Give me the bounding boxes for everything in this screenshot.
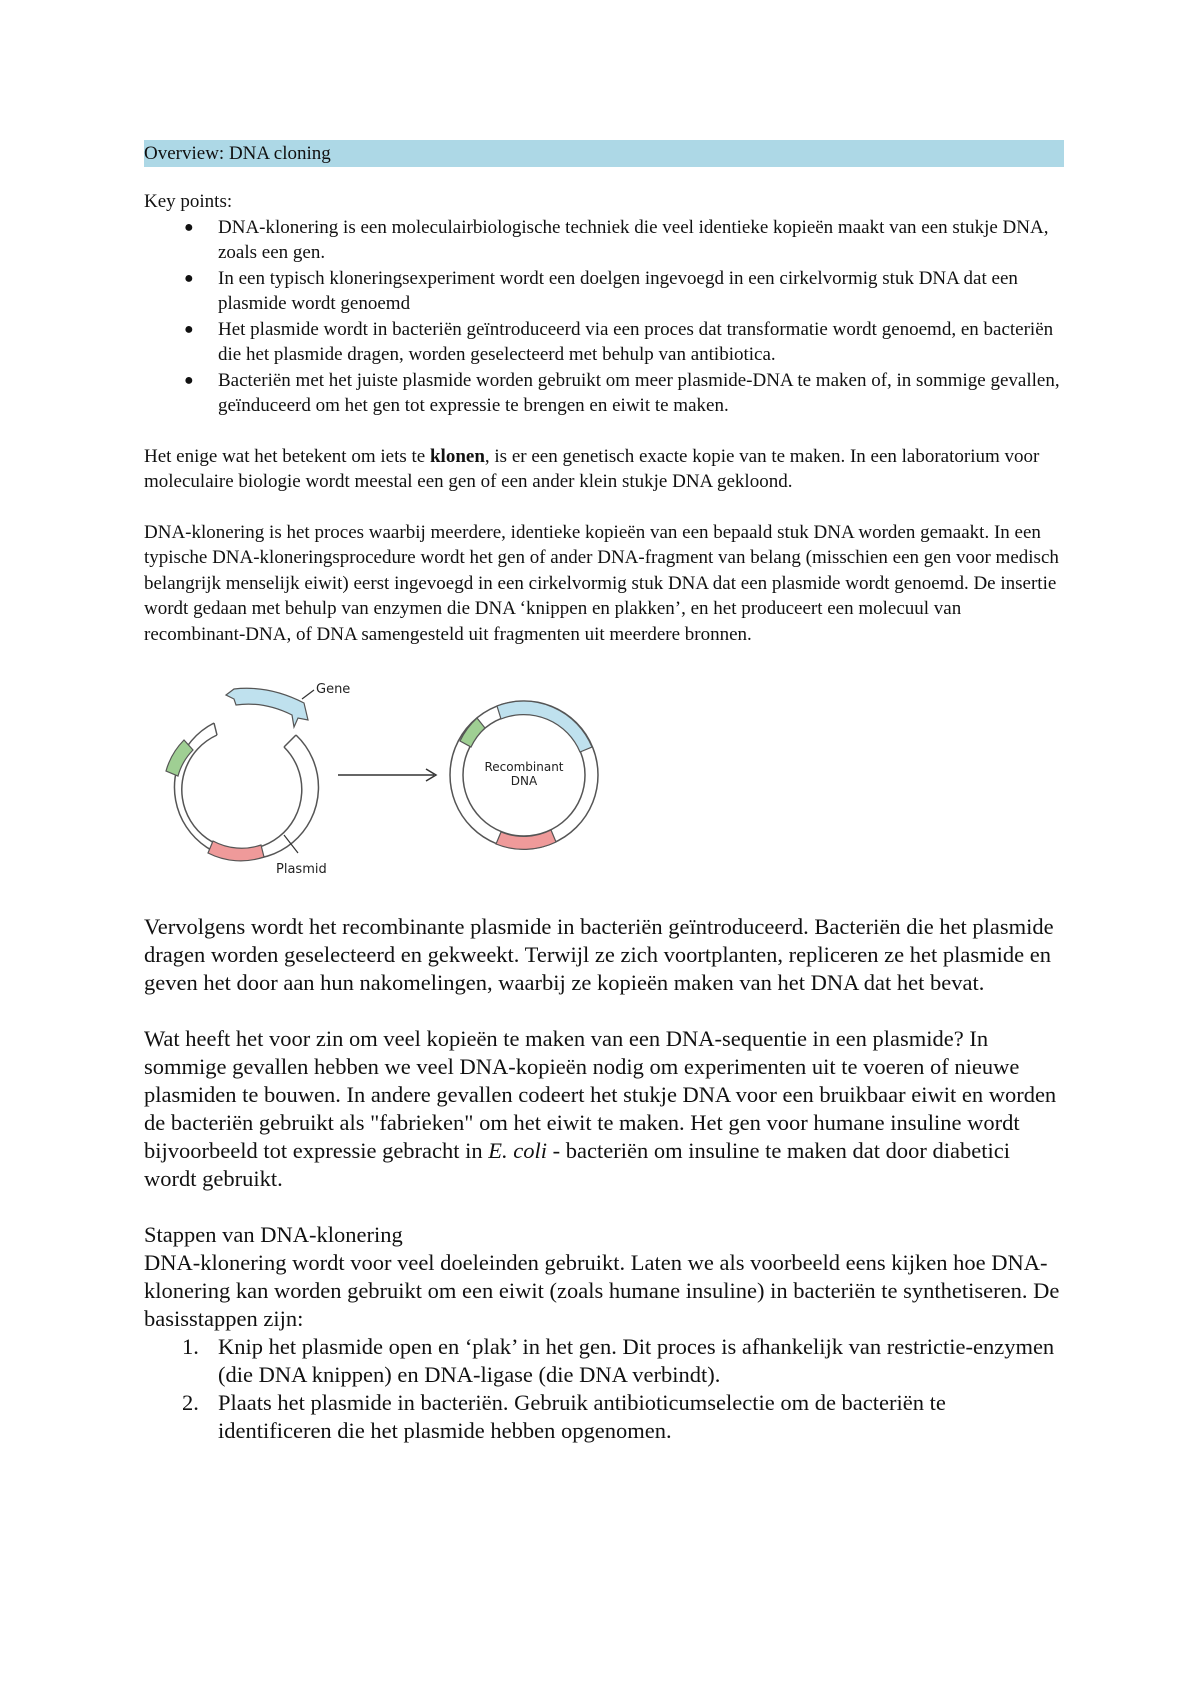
steps-intro: DNA-klonering wordt voor veel doeleinden gebruikt. Laten we als voorbeeld eens kijken hoe DNA-klonering kan worden gebruikt om een eiwit (zoals humane insuline) in bacteriën te synthetiseren. De basisstappen zijn: <box>144 1250 1060 1331</box>
plasmid-ring-inner <box>182 735 302 850</box>
paragraph-clone-definition: Het enige wat het betekent om iets te klonen, is er een genetisch exacte kopie van te maken. In een laboratorium voor moleculaire biologie wordt meestal een gen of een ander klein stukje DNA gekloond. <box>144 445 1040 492</box>
gene-label: Gene <box>316 682 351 697</box>
bullet-icon: ● <box>184 371 194 389</box>
plasmid-diagram <box>144 675 604 885</box>
plasmid-figure <box>144 675 1064 885</box>
steps-list <box>144 1333 1064 1445</box>
list-item: ● In een typisch kloneringsexperiment wordt een doelgen ingevoegd in een cirkelvormig stuk DNA dat een plasmide wordt genoemd <box>184 267 1018 314</box>
bullet-icon: ● <box>184 320 194 338</box>
document-page <box>144 140 1064 1445</box>
body-large-section <box>144 913 1064 1445</box>
plasmid-ring-outer <box>174 723 318 859</box>
red-marker-right <box>496 830 556 849</box>
paragraph-why-copies: Wat heeft het voor zin om veel kopieën te maken van een DNA-sequentie in een plasmide? In sommige gevallen hebben we veel DNA-kopieën nodig om experimenten uit te voeren of nieuwe plasmiden te bouwen. In andere gevallen codeert het stukje DNA voor een bruikbaar eiwit en worden de bacteriën gebruikt als "fabrieken" om het eiwit te maken. Het gen voor humane insuline wordt bijvoorbeeld tot expressie gebracht in E. coli - bacteriën om insuline te maken dat door diabetici wordt gebruikt. <box>144 1026 1057 1191</box>
steps-heading: Stappen van DNA-klonering <box>144 1222 403 1247</box>
list-item: ● DNA-klonering is een moleculairbiologische techniek die veel identieke kopieën maakt van een stukje DNA, zoals een gen. <box>184 216 1049 263</box>
green-marker-left <box>166 740 193 776</box>
recombinant-label-line2: DNA <box>510 774 538 788</box>
red-marker-left <box>208 841 264 861</box>
key-points-label: Key points: <box>144 191 233 212</box>
list-item: 2. Plaats het plasmide in bacteriën. Gebruik antibioticumselectie om de bacteriën te identificeren die het plasmide hebben opgenomen. <box>182 1390 946 1443</box>
bullet-icon: ● <box>184 269 194 287</box>
plasmid-label: Plasmid <box>276 862 327 877</box>
gene-pointer-line <box>302 690 314 699</box>
list-item: ● Het plasmide wordt in bacteriën geïntroduceerd via een proces dat transformatie wordt genoemd, en bacteriën die het plasmide dragen, worden geselecteerd met behulp van antibiotica. <box>184 318 1054 365</box>
open-plasmid <box>174 723 318 859</box>
paragraph-dna-cloning: DNA-klonering is het proces waarbij meerdere, identieke kopieën van een bepaald stuk DNA worden gemaakt. In een typische DNA-kloneringsprocedure wordt het gen of ander DNA-fragment van belang (misschien een gen voor medisch belangrijk menselijk eiwit) eerst ingevoegd in een cirkelvormig stuk DNA dat een plasmide wordt genoemd. De insertie wordt gedaan met behulp van enzymen die DNA ‘knippen en plakken’, en het produceert een molecuul van recombinant-DNA, of DNA samengesteld uit fragmenten uit meerdere bronnen. <box>144 521 1059 645</box>
recombinant-label-line1: Recombinant <box>484 760 564 774</box>
bullet-icon: ● <box>184 218 194 236</box>
section-heading: Overview: DNA cloning <box>144 140 1064 167</box>
gene-fragment <box>226 688 308 727</box>
paragraph-recombinant: Vervolgens wordt het recombinante plasmide in bacteriën geïntroduceerd. Bacteriën die het plasmide dragen worden geselecteerd en gekweekt. Terwijl ze zich voortplanten, repliceren ze het plasmide en geven het door aan hun nakomelingen, waarbij ze kopieën maken van het DNA dat het bevat. <box>144 914 1054 995</box>
key-points-section <box>144 189 1064 647</box>
gene-insert <box>497 701 592 752</box>
plasmid-pointer-line <box>284 835 298 853</box>
list-item: 1. Knip het plasmide open en ‘plak’ in het gen. Dit proces is afhankelijk van restrictie-enzymen (die DNA knippen) en DNA-ligase (die DNA verbindt). <box>182 1334 1055 1387</box>
key-points-list <box>144 215 1064 419</box>
list-item: ● Bacteriën met het juiste plasmide worden gebruikt om meer plasmide-DNA te maken of, in sommige gevallen, geïnduceerd om het gen tot expressie te brengen en eiwit te maken. <box>184 369 1060 416</box>
